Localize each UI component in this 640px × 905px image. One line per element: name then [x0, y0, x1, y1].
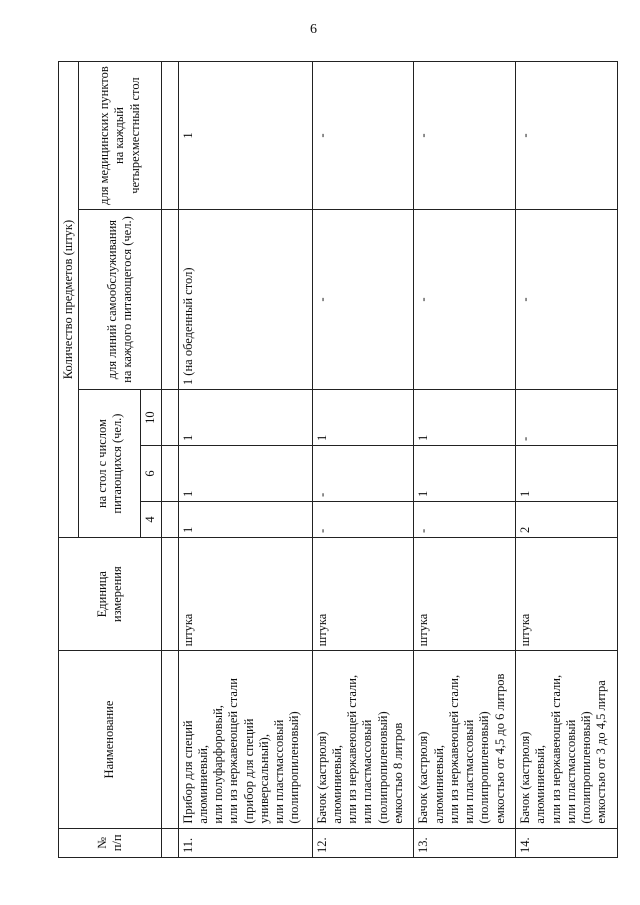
name-line: Прибор для специй: [180, 720, 195, 824]
row-num: 14.: [516, 828, 618, 857]
name-line: (полипропиленовый): [375, 711, 390, 824]
header-per-table: на стол с числом питающихся (чел.): [79, 390, 141, 538]
row-qty-6: 1: [178, 446, 312, 502]
page-number: 6: [310, 22, 317, 37]
header-num: № п/п: [59, 828, 162, 857]
row-qty-10: -: [516, 390, 618, 446]
row-self-service: -: [516, 210, 618, 390]
row-qty-6: 1: [516, 446, 618, 502]
name-line: или из нержавеющей стали,: [548, 674, 563, 824]
header-unit: Единица измерения: [59, 538, 162, 651]
name-line: или пластмассовый: [272, 719, 286, 824]
header-quantity: Количество предметов (штук): [59, 62, 79, 538]
row-qty-10: 1: [178, 390, 312, 446]
name-line: Бачок (кастрюля): [518, 731, 533, 824]
rotated-table-container: [58, 61, 618, 858]
name-line: алюминиевый,: [195, 744, 210, 824]
name-line: или полуфарфоровый,: [211, 705, 225, 824]
name-line: (полипропиленовый): [477, 711, 492, 824]
header-col-4: 4: [141, 502, 161, 538]
row-medical: -: [516, 62, 618, 210]
name-line: емкостью от 3 до 4,5 литра: [594, 680, 609, 824]
row-medical: -: [414, 62, 516, 210]
row-name: [414, 651, 516, 828]
name-line: (прибор для специй: [241, 718, 256, 824]
table-row-blank: [161, 62, 178, 858]
name-line: или пластмассовый: [360, 719, 375, 824]
name-line: емкостью 8 литров: [390, 722, 405, 824]
name-line: алюминиевый,: [533, 744, 548, 824]
name-line: алюминиевый,: [329, 744, 344, 824]
table-row: [516, 62, 618, 858]
name-line: алюминиевый,: [431, 744, 446, 824]
table-row: [414, 62, 516, 858]
table-row: [178, 62, 312, 858]
row-qty-4: -: [312, 502, 414, 538]
row-self-service: -: [312, 210, 414, 390]
name-line: емкостью от 4,5 до 6 литров: [492, 673, 507, 824]
row-qty-4: 2: [516, 502, 618, 538]
row-name: [516, 651, 618, 828]
header-self-service: для линий самообслуживания на каждого питающегося (чел.): [79, 210, 161, 390]
name-line: или из нержавеющей стали,: [446, 674, 461, 824]
row-unit: штука: [516, 538, 618, 651]
row-qty-6: -: [312, 446, 414, 502]
row-medical: -: [312, 62, 414, 210]
row-num: 11.: [178, 828, 312, 857]
name-line: (полипропиленовый): [287, 711, 302, 824]
header-col-10: 10: [141, 390, 161, 446]
name-line: Бачок (кастрюля): [314, 731, 329, 824]
row-self-service: 1 (на обеденный стол): [178, 210, 312, 390]
name-line: или пластмассовый: [563, 719, 578, 824]
row-name: [178, 651, 312, 828]
equipment-table: [58, 61, 618, 858]
name-line: или из нержавеющей стали: [226, 678, 241, 824]
name-line: Бачок (кастрюля): [416, 731, 431, 824]
name-line: или из нержавеющей стали,: [345, 674, 359, 824]
row-name: [312, 651, 414, 828]
row-medical: 1: [178, 62, 312, 210]
row-unit: штука: [414, 538, 516, 651]
row-num: 13.: [414, 828, 516, 857]
row-qty-10: 1: [414, 390, 516, 446]
name-line: (полипропиленовый): [579, 711, 594, 824]
row-num: 12.: [312, 828, 414, 857]
row-unit: штука: [312, 538, 414, 651]
row-self-service: -: [414, 210, 516, 390]
row-qty-6: 1: [414, 446, 516, 502]
row-qty-4: 1: [178, 502, 312, 538]
row-qty-4: -: [414, 502, 516, 538]
table-row: [312, 62, 414, 858]
name-line: или пластмассовый: [462, 719, 477, 824]
header-medical: для медицинских пунктов на каждый четырехместный стол: [79, 62, 161, 210]
header-name: Наименование: [59, 651, 162, 828]
name-line: универсальный),: [256, 734, 271, 824]
header-col-6: 6: [141, 446, 161, 502]
row-qty-10: 1: [312, 390, 414, 446]
row-unit: штука: [178, 538, 312, 651]
